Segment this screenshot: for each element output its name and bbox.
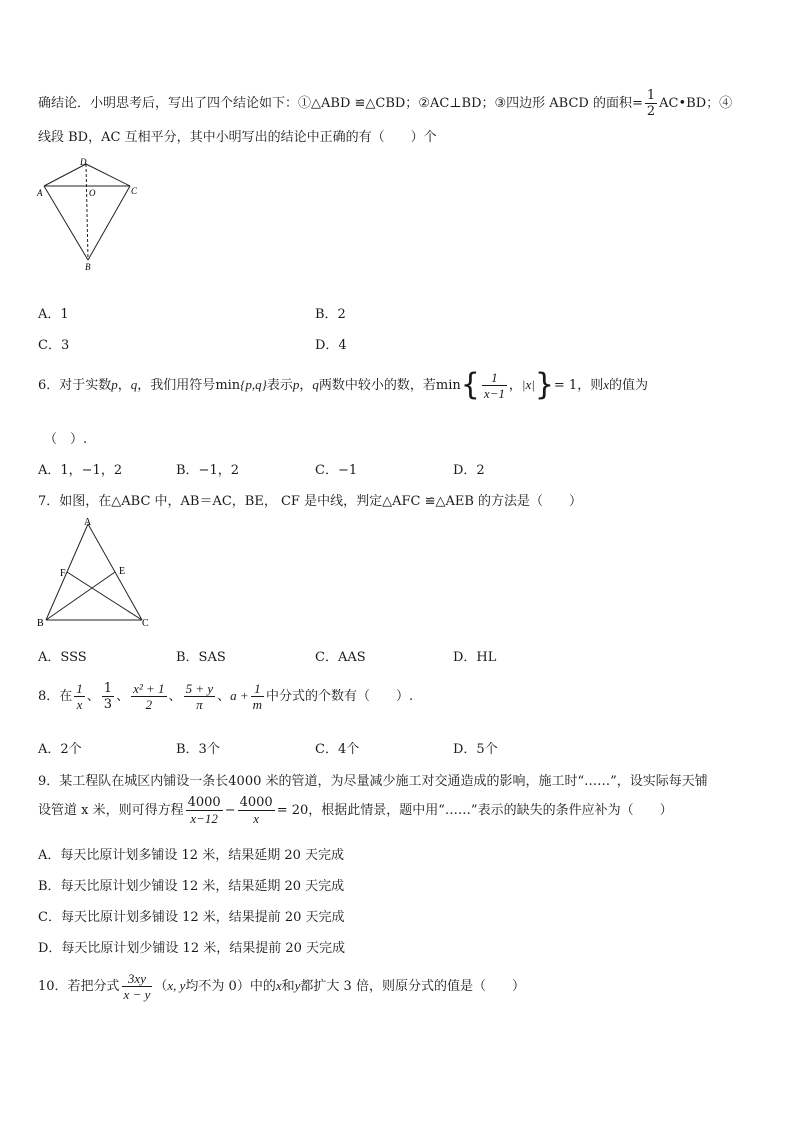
q7-option-a[interactable]: A．SSS — [38, 650, 87, 665]
q6-equals-1: = 1 — [553, 378, 578, 393]
q5-line1 — [38, 88, 732, 119]
q6-option-d[interactable]: D．2 — [453, 463, 485, 478]
q8-sep-3: 、 — [168, 689, 182, 704]
label-B: B — [37, 618, 44, 629]
segment-AB — [44, 186, 88, 260]
q6-abs-x: |x| — [521, 377, 535, 392]
q6-stem — [38, 367, 649, 403]
q6-right-brace: } — [534, 367, 554, 403]
q6-option-b[interactable]: B．−1，2 — [176, 463, 239, 478]
q6-sep-3: ， — [508, 378, 522, 393]
q6-var-p-2: p — [292, 377, 300, 392]
q9-text-a: 设管道 x 米，则可得方程 — [38, 803, 184, 818]
q6-left-brace: { — [460, 367, 480, 403]
q9-text-b: ，根据此情景，题中用“……”表示的缺失的条件应补为（ ） — [308, 803, 673, 818]
q9-equals-20: = 20 — [276, 803, 309, 818]
q5-option-b[interactable]: B．2 — [315, 307, 346, 322]
q8-fraction-2: $\frac{1}{3}$ — [103, 681, 113, 712]
q8-fraction-5: $\frac{1}{m}$ — [252, 681, 263, 712]
segment-DC — [86, 164, 130, 186]
q5-area-fraction: $\frac{1}{2}$ — [646, 88, 656, 119]
q6-sep: ， — [117, 378, 131, 393]
q8-sep-2: 、 — [116, 689, 130, 704]
q8-fraction-1: $\frac{1}{x}$ — [76, 681, 83, 712]
q7-option-d[interactable]: D．HL — [453, 650, 497, 665]
label-A: A — [84, 517, 92, 528]
q8-stem — [38, 681, 413, 712]
q6-option-c[interactable]: C．−1 — [315, 463, 358, 478]
label-C: C — [142, 618, 149, 629]
q5-kite-figure — [36, 156, 146, 274]
label-A: A — [37, 188, 43, 198]
label-D: D — [80, 157, 87, 167]
q8-sep-4: 、 — [217, 689, 231, 704]
segment-DB-dashed — [86, 164, 88, 260]
q10-text-3: 均不为 0）中的 — [185, 979, 276, 994]
q9-fraction-2: $\frac{4000}{x}$ — [239, 795, 273, 826]
q10-stem — [38, 971, 525, 1002]
q6-answer-paren: （ ）. — [44, 432, 88, 447]
label-E: E — [119, 566, 126, 577]
q10-var-y: y — [294, 978, 301, 993]
q10-text-5: 都扩大 3 倍，则原分式的值是（ ） — [300, 979, 525, 994]
q6-min-symbol: min — [215, 378, 241, 393]
q8-text-1: 8．在 — [38, 689, 73, 704]
q8-option-a[interactable]: A．2个 — [38, 742, 82, 757]
label-O: O — [89, 188, 96, 198]
q6-text-3: 表示 — [266, 378, 293, 393]
q6-sep-2: ， — [299, 378, 313, 393]
segment-DA — [44, 164, 86, 186]
q8-option-d[interactable]: D．5个 — [453, 742, 498, 757]
q10-text-2: （ — [154, 979, 168, 994]
q7-option-b[interactable]: B．SAS — [176, 650, 226, 665]
q9-fraction-1: $\frac{4000}{x-12}$ — [187, 795, 221, 826]
q6-fraction: $\frac{1}{x-1}$ — [483, 370, 505, 401]
q9-option-c[interactable]: C．每天比原计划多铺设 12 米，结果提前 20 天完成 — [38, 910, 345, 925]
q8-fraction-3: $\frac{\text{x² + 1}}{2}$ — [133, 681, 165, 712]
q10-fraction: $\frac{3xy}{x - y}$ — [123, 971, 151, 1002]
q6-option-a[interactable]: A．1，−1，2 — [38, 463, 123, 478]
q5-option-d[interactable]: D．4 — [315, 338, 347, 353]
q8-option-b[interactable]: B．3个 — [176, 742, 220, 757]
q8-option-c[interactable]: C．4个 — [315, 742, 360, 757]
q8-fraction-4: $\frac{5 + y}{\pi}$ — [185, 681, 214, 712]
q10-text-4: 和 — [281, 979, 295, 994]
q8-sep-1: 、 — [86, 689, 100, 704]
q8-text-2: 中分式的个数有（ ）. — [266, 689, 414, 704]
q9-line2 — [38, 795, 673, 826]
q10-text-1: 10．若把分式 — [38, 979, 120, 994]
q6-min-symbol-2: min — [435, 378, 461, 393]
q5-line1-text-b: AC•BD；④ — [659, 96, 733, 111]
q6-text-4: 两数中较小的数，若 — [318, 378, 436, 393]
q7-triangle-figure — [36, 516, 156, 632]
q5-option-a[interactable]: A．1 — [38, 307, 69, 322]
q6-var-x: x — [603, 377, 609, 392]
q6-text-2: ，我们用符号 — [137, 378, 216, 393]
q9-line1: 9．某工程队在城区内铺设一条长4000 米的管道，为尽量减少施工对交通造成的影响，施工时“……”，设实际每天铺 — [38, 774, 708, 789]
q7-option-c[interactable]: C．AAS — [315, 650, 366, 665]
q9-option-b[interactable]: B．每天比原计划少铺设 12 米，结果延期 20 天完成 — [38, 879, 345, 894]
q6-min-braces: {p,q} — [240, 377, 267, 392]
q5-line2: 线段 BD，AC 互相平分，其中小明写出的结论中正确的有（ ）个 — [38, 130, 437, 145]
q5-line1-text: 确结论．小明思考后，写出了四个结论如下：①△ABD ≌△CBD；②AC⊥BD；③四边形 ABCD 的面积= — [38, 96, 643, 111]
label-F: F — [60, 568, 66, 579]
q7-stem: 7．如图，在△ABC 中，AB＝AC，BE， CF 是中线，判定△AFC ≌△AEB 的方法是（ ） — [38, 494, 583, 509]
q6-var-p: p — [111, 377, 118, 392]
q9-minus: − — [224, 803, 236, 818]
q6-var-q: q — [130, 377, 138, 392]
q9-option-a[interactable]: A．每天比原计划多铺设 12 米，结果延期 20 天完成 — [38, 848, 345, 863]
q6-text-5: ，则 — [577, 378, 604, 393]
q6-text-6: 的值为 — [609, 378, 649, 393]
q6-var-q-2: q — [312, 377, 319, 392]
label-B: B — [85, 262, 91, 272]
q9-option-d[interactable]: D．每天比原计划少铺设 12 米，结果提前 20 天完成 — [38, 941, 346, 956]
q10-vars-xy: x, y — [167, 978, 186, 993]
q6-text-1: 6．对于实数 — [38, 378, 112, 393]
q10-var-x: x — [275, 978, 282, 993]
q5-option-c[interactable]: C．3 — [38, 338, 70, 353]
label-C: C — [131, 186, 138, 196]
q8-expr-5-prefix: a + — [230, 688, 249, 703]
